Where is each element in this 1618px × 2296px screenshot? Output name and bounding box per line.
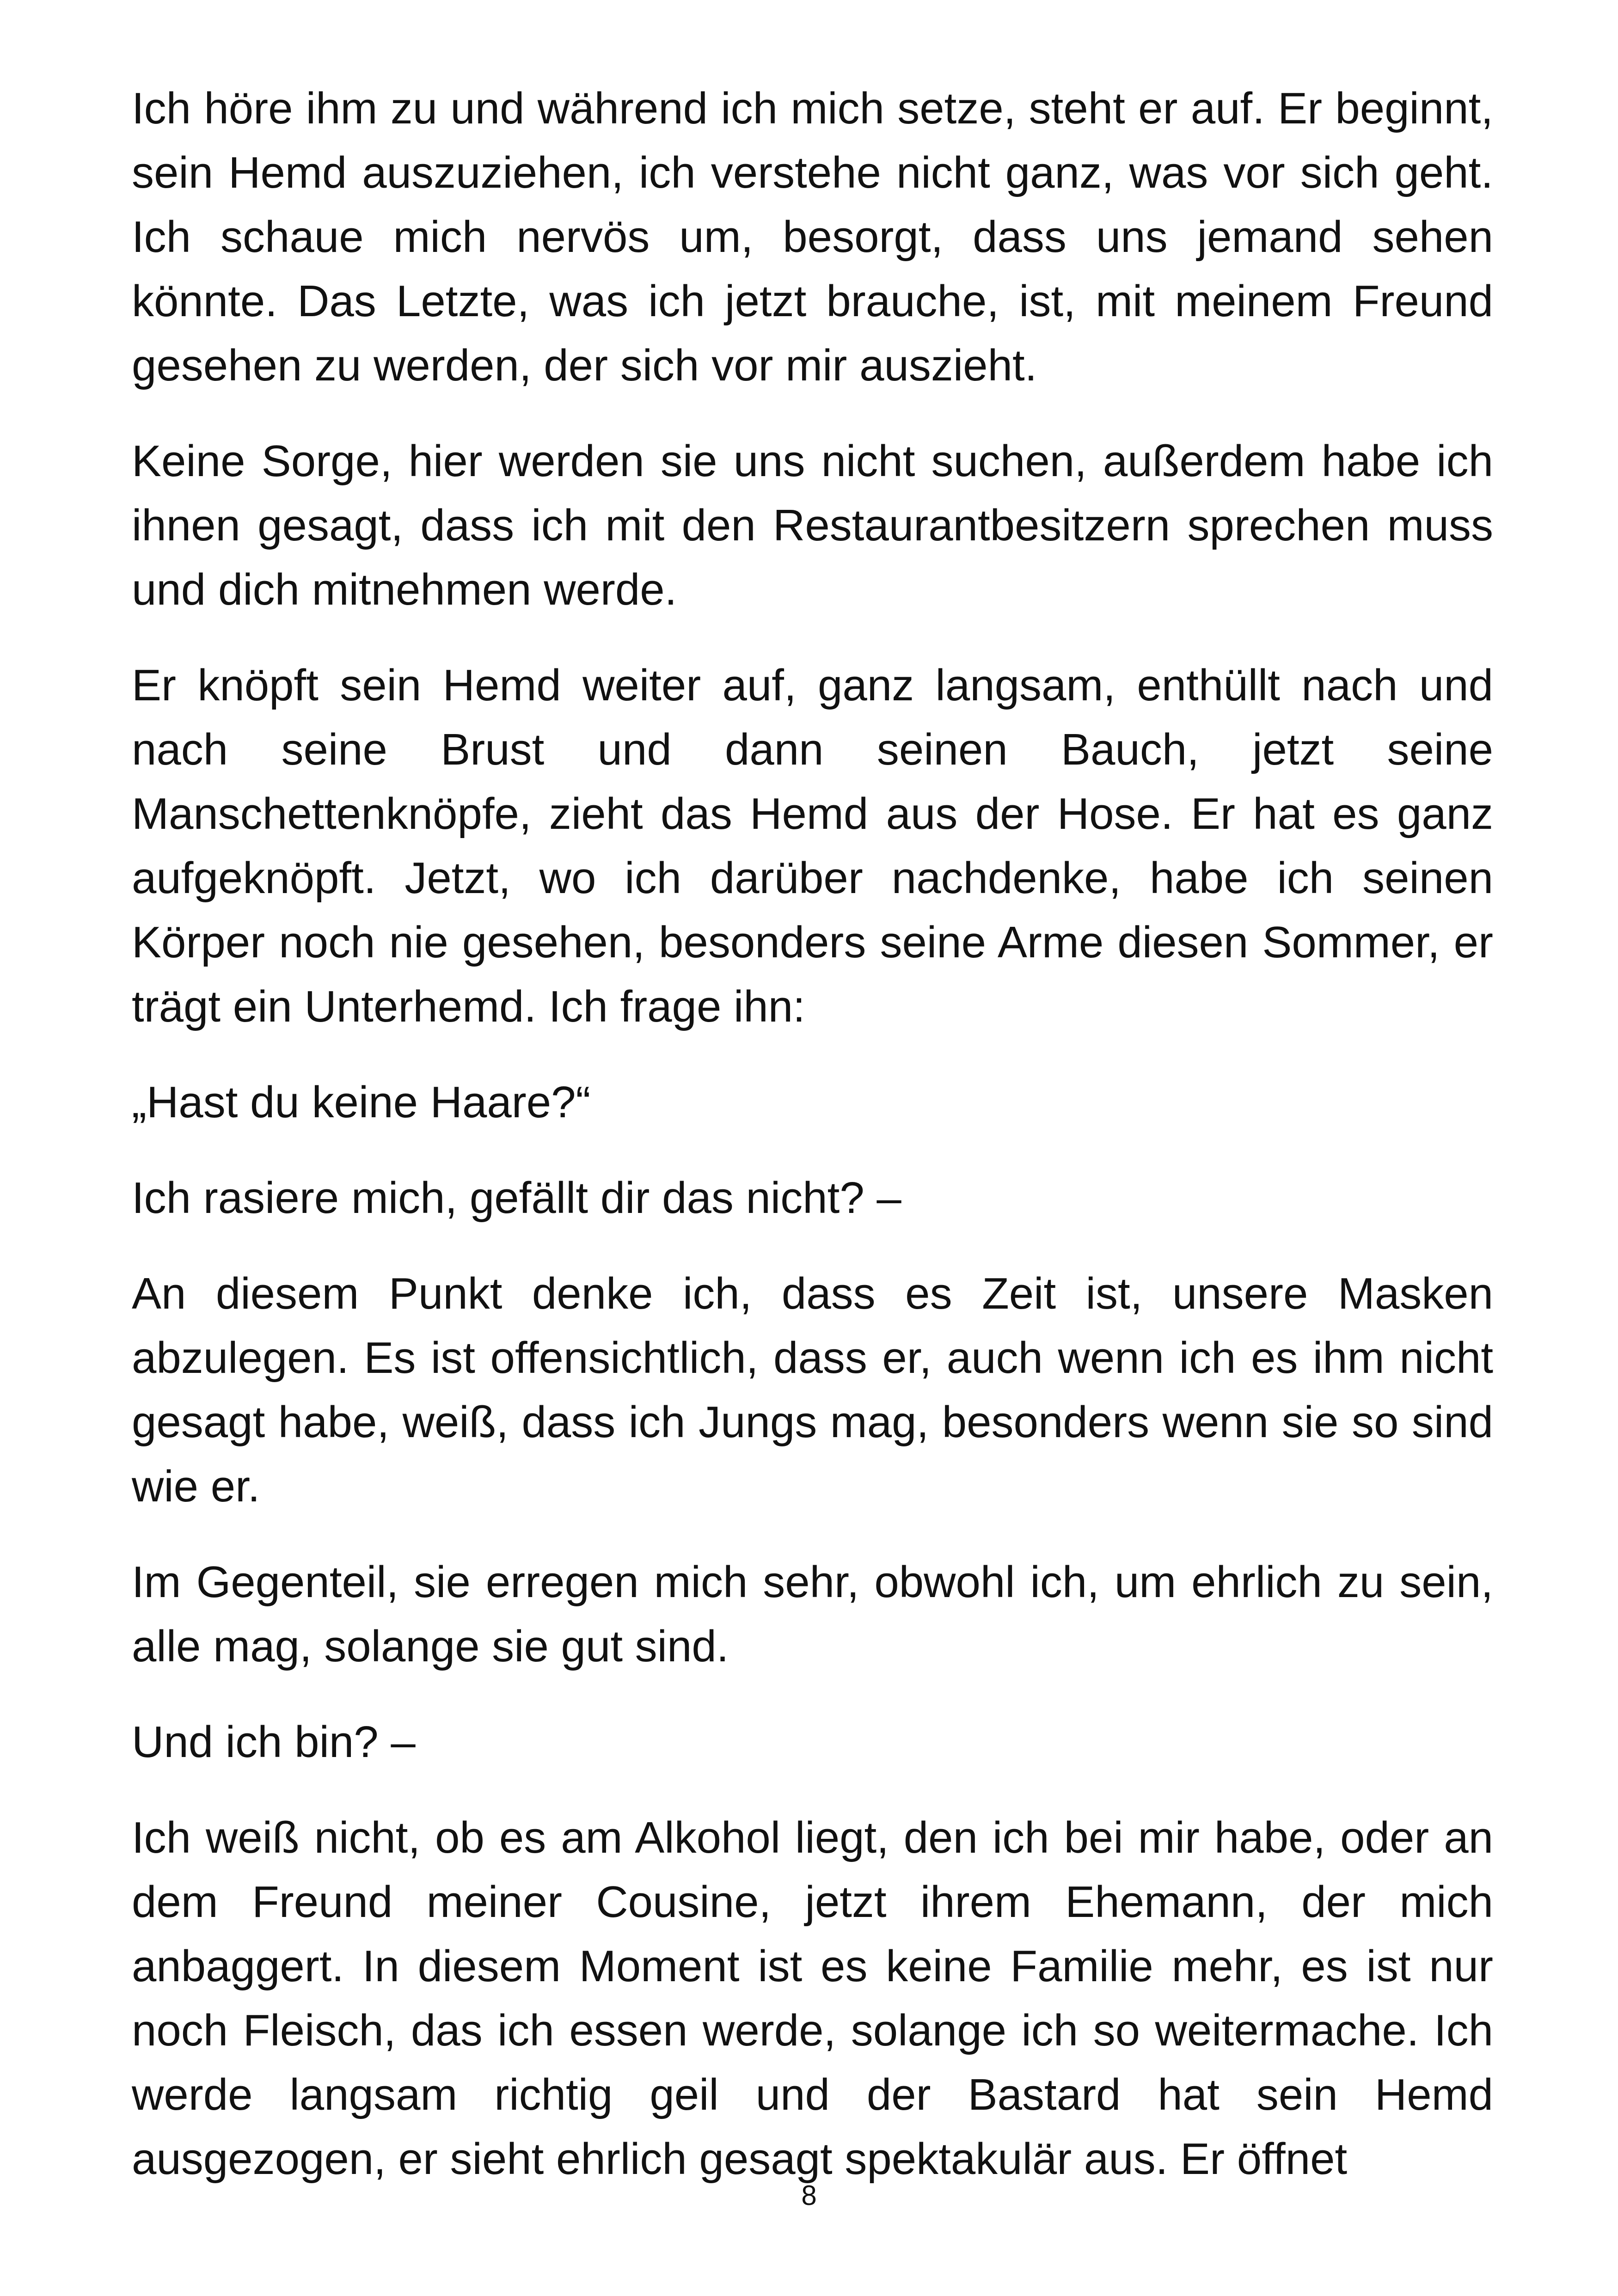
paragraph: Ich höre ihm zu und während ich mich setze, steht er auf. Er beginnt, sein Hemd auszuziehen, ich verstehe nicht ganz, was vor sich geht. Ich schaue mich nervös um, besorgt, dass uns jemand sehen könnte. Das Letzte, was ich jetzt brauche, ist, mit meinem Freund gesehen zu werden, der sich vor mir auszieht. — [132, 84, 1493, 390]
paragraph: Ich weiß nicht, ob es am Alkohol liegt, den ich bei mir habe, oder an dem Freund meiner Cousine, jetzt ihrem Ehemann, der mich anbaggert. In diesem Moment ist es keine Familie mehr, es ist nur noch Fleisch, das ich essen werde, solange ich so weitermache. Ich werde langsam richtig geil und der Bastard hat sein Hemd ausgezogen, er sieht ehrlich gesagt spektakulär aus. Er öffnet — [132, 1813, 1493, 2184]
paragraph: Ich rasiere mich, gefällt dir das nicht? – — [132, 1173, 901, 1223]
paragraph: Er knöpft sein Hemd weiter auf, ganz langsam, enthüllt nach und nach seine Brust und dann seinen Bauch, jetzt seine Manschettenknöpfe, zieht das Hemd aus der Hose. Er hat es ganz aufgeknöpft. Jetzt, wo ich darüber nachdenke, habe ich seinen Körper noch nie gesehen, besonders seine Arme diesen Sommer, er trägt ein Unterhemd. Ich frage ihn: — [132, 661, 1493, 1031]
paragraph: „Hast du keine Haare?“ — [132, 1078, 591, 1127]
paragraph: Und ich bin? – — [132, 1717, 416, 1767]
paragraph: Im Gegenteil, sie erregen mich sehr, obwohl ich, um ehrlich zu sein, alle mag, solange sie gut sind. — [132, 1557, 1493, 1671]
paragraph: An diesem Punkt denke ich, dass es Zeit ist, unsere Masken abzulegen. Es ist offensichtlich, dass er, auch wenn ich es ihm nicht gesagt habe, weiß, dass ich Jungs mag, besonders wenn sie so sind wie er. — [132, 1269, 1493, 1511]
page-number: 8 — [801, 2180, 817, 2211]
body-text — [132, 76, 1493, 2223]
paragraph: Keine Sorge, hier werden sie uns nicht suchen, außerdem habe ich ihnen gesagt, dass ich mit den Restaurantbesitzern sprechen muss und dich mitnehmen werde. — [132, 436, 1493, 614]
